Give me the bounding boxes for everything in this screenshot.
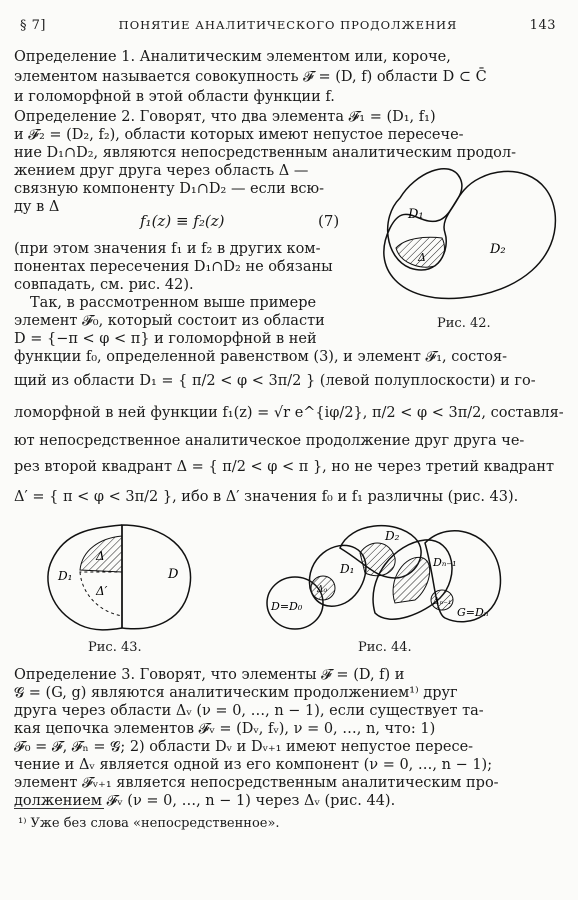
def2-line-5: связную компоненту D₁∩D₂ — если всю- <box>14 181 325 197</box>
def3-line-8: должением 𝓕ᵥ (ν = 0, …, n − 1) через Δᵥ (рис. 44). <box>14 793 396 809</box>
example-line-7: ют непосредственное аналитическое продолжение друг друга че- <box>14 433 525 449</box>
intersection-delta-mid <box>393 557 430 603</box>
example-line-8: рез второй квадрант Δ = { π/2 < φ < π }, но не через третий квадрант <box>14 459 555 475</box>
def3-line-7: элемент 𝓕ᵥ₊₁ является непосредственным аналитическим про- <box>14 775 499 791</box>
fig43-label-d: D <box>168 567 179 582</box>
def3-line-1: Определение 3. Говорят, что элементы 𝓕 = (D, f) и <box>14 667 405 683</box>
figure-42 <box>360 158 565 308</box>
fig43-label-d1: D₁ <box>58 569 73 583</box>
def3-line-2: 𝓖 = (G, g) являются аналитическим продолжением¹⁾ друг <box>14 685 458 701</box>
fig44-label-d0: D=D₀ <box>271 600 303 613</box>
fig42-caption: Рис. 42. <box>437 316 491 331</box>
example-line-4: функции f₀, определенной равенством (3), и элемент 𝓕₁, состоя- <box>14 349 508 365</box>
region-d2 <box>384 171 556 298</box>
figure-44 <box>265 518 515 633</box>
fig43-label-delta: Δ <box>96 549 105 563</box>
fig44-label-d2: D₂ <box>385 529 400 543</box>
fig44-label-dn1: Dₙ₋₁ <box>433 556 457 569</box>
figure-43 <box>40 520 200 635</box>
example-line-5: щий из области D₁ = { π/2 < φ < 3π/2 } (левой полуплоскости) и го- <box>14 373 536 389</box>
example-line-2: элемент 𝓕₀, который состоит из области <box>14 313 325 329</box>
region-d <box>122 525 191 629</box>
def3-line-5: 𝓕₀ = 𝓕, 𝓕ₙ = 𝓖; 2) области Dᵥ и Dᵥ₊₁ имеют непустое пересе- <box>14 739 474 755</box>
fig44-caption: Рис. 44. <box>358 640 412 655</box>
fig44-label-g: G=Dₙ <box>457 606 489 619</box>
fig44-label-d1: D₁ <box>340 562 355 576</box>
footnote: ¹⁾ Уже без слова «непосредственное». <box>18 816 280 831</box>
def2-line-3: ние D₁∩D₂, являются непосредственным аналитическим продол- <box>14 145 517 161</box>
def3-line-4: кая цепочка элементов 𝓕ᵥ = (Dᵥ, fᵥ), ν = 0, …, n, что: 1) <box>14 721 436 737</box>
def2-line-2: и 𝓕₂ = (D₂, f₂), области которых имеют непустое пересече- <box>14 127 464 143</box>
paren-line-1: (при этом значения f₁ и f₂ в других ком- <box>14 241 321 257</box>
def3-line-6: чение и Δᵥ является одной из его компонент (ν = 0, …, n − 1); <box>14 757 493 773</box>
example-line-9: Δ′ = { π < φ < 3π/2 }, ибо в Δ′ значения f₀ и f₁ различны (рис. 43). <box>14 489 519 505</box>
def1-line-3: и голоморфной в этой области функции f. <box>14 89 335 105</box>
section-marker: § 7] <box>20 18 46 33</box>
def3-line-3: друга через области Δᵥ (ν = 0, …, n − 1), если существует та- <box>14 703 484 719</box>
running-title: ПОНЯТИЕ АНАЛИТИЧЕСКОГО ПРОДОЛЖЕНИЯ <box>118 18 458 32</box>
equation-7-number: (7) <box>318 212 340 230</box>
def2-line-6: ду в Δ <box>14 199 60 215</box>
paren-line-2: понентах пересечения D₁∩D₂ не обязаны <box>14 259 333 275</box>
page-number: 143 <box>529 18 556 33</box>
equation-7: f₁(z) ≡ f₂(z) <box>140 212 225 230</box>
footnote-rule <box>14 808 104 809</box>
fig42-label-delta: Δ <box>418 251 426 264</box>
def2-line-1: Определение 2. Говорят, что два элемента 𝓕₁ = (D₁, f₁) <box>14 109 436 125</box>
fig42-label-d1: D₁ <box>408 207 424 222</box>
paren-line-3: совпадать, см. рис. 42). <box>14 277 194 293</box>
fig43-caption: Рис. 43. <box>88 640 142 655</box>
fig44-label-deltan1: Δₙ₋₁ <box>433 597 452 607</box>
fig44-label-delta0: Δ₀ <box>317 585 328 595</box>
example-line-6: ломорфной в ней функции f₁(z) = √r e^{iφ/2}, π/2 < φ < 3π/2, составля- <box>14 405 564 421</box>
def2-line-4: жением друг друга через область Δ — <box>14 163 309 179</box>
fig43-label-delta-prime: Δ′ <box>96 584 108 598</box>
running-header <box>20 18 556 38</box>
def1-line-2: элементом называется совокупность 𝓕 = (D, f) области D ⊂ C̄ <box>14 69 487 85</box>
example-line-3: D = {−π < φ < π} и голоморфной в ней <box>14 331 317 347</box>
fig42-label-d2: D₂ <box>490 242 506 257</box>
def1-line-1: Определение 1. Аналитическим элементом или, короче, <box>14 49 451 65</box>
example-line-1: Так, в рассмотренном выше примере <box>30 295 317 311</box>
